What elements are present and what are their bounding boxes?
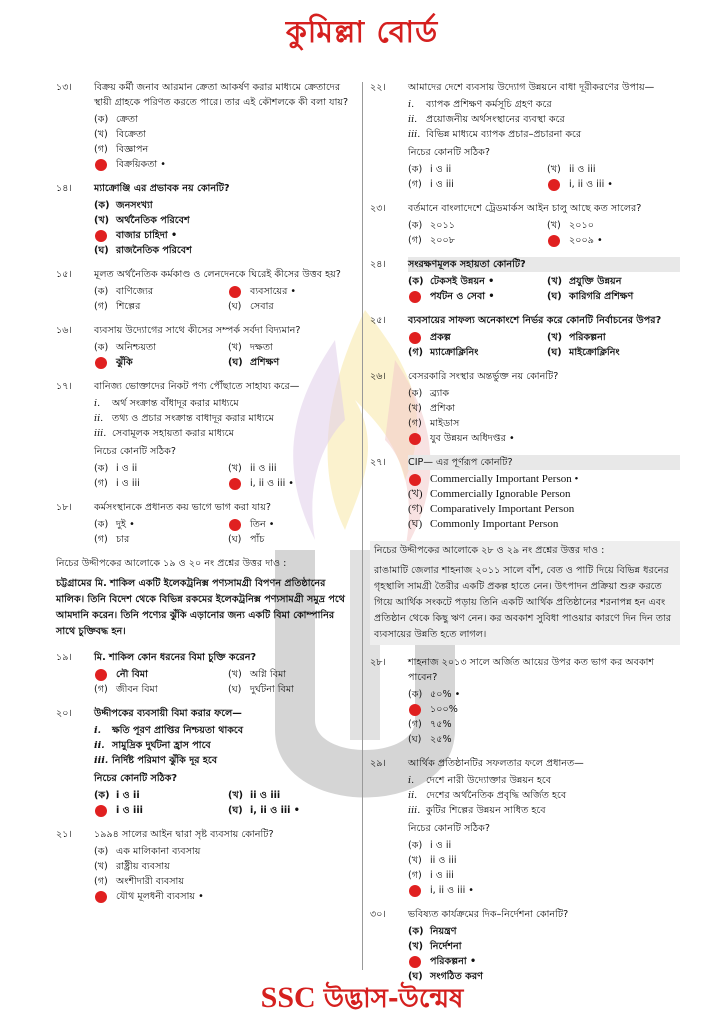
option-ga-marked[interactable]: পর্যটন ও সেবা • bbox=[408, 289, 541, 304]
statement-ii: ii. দেশের অর্থনৈতিক প্রবৃদ্ধি অর্জিত হবে bbox=[408, 790, 567, 801]
option-ka[interactable]: (ক) i ও ii bbox=[94, 790, 140, 801]
question-number: ১৭। bbox=[56, 381, 72, 392]
statements bbox=[94, 723, 356, 768]
question-text: উদ্দীপকের ব্যবসায়ী বিমা করার ফলে— bbox=[94, 708, 242, 719]
question-number: ১৬। bbox=[56, 325, 72, 336]
option-ga[interactable]: (গ) i ও iii bbox=[94, 478, 140, 489]
option-kha[interactable]: (খ) ii ও iii bbox=[408, 855, 457, 866]
option-ka-marked[interactable]: নৌ বিমা bbox=[94, 667, 222, 682]
question-number: ২৮। bbox=[370, 657, 386, 668]
sub-question: নিচের কোনটি সঠিক? bbox=[408, 823, 490, 834]
stimulus-passage bbox=[56, 556, 356, 640]
options bbox=[408, 274, 680, 304]
question-text: ম্যাক্রোঞ্জি এর প্রভাবক নয় কোনটি? bbox=[94, 183, 230, 194]
footer-brand-name: উদ্ভাস-উন্মেষ bbox=[323, 984, 464, 1014]
question-number: ২৯। bbox=[370, 758, 386, 769]
question-27 bbox=[370, 455, 680, 532]
statements bbox=[94, 396, 356, 441]
question-number: ১৯। bbox=[56, 652, 72, 663]
statement-iii: iii. সেবামূলক সহায়তা করার মাধ্যমে bbox=[94, 428, 234, 439]
question-14 bbox=[56, 181, 356, 258]
option-ka[interactable]: (ক) নিয়ন্ত্রণ bbox=[408, 926, 457, 937]
option-ga[interactable]: (গ) বিজ্ঞাপন bbox=[94, 144, 149, 155]
option-ga-marked[interactable]: বাজার চাহিদা • bbox=[94, 228, 356, 243]
option-kha[interactable]: (খ) বিক্রেতা bbox=[94, 129, 146, 140]
option-kha-marked[interactable]: ১০০% bbox=[408, 702, 680, 717]
question-number: ২১। bbox=[56, 829, 72, 840]
option-ka[interactable]: (ক) ব্র্যাক bbox=[408, 388, 450, 399]
option-kha[interactable]: (খ) Commercially Ignorable Person bbox=[408, 488, 571, 500]
options bbox=[94, 844, 356, 904]
statement-i: i. ব্যাপক প্রশিক্ষণ কর্মসূচি গ্রহণ করে bbox=[408, 99, 552, 110]
option-ga[interactable]: (গ) জীবন বিমা bbox=[94, 684, 158, 695]
options bbox=[408, 838, 680, 898]
option-kha[interactable]: (খ) অগ্নি বিমা bbox=[228, 669, 287, 680]
option-ka[interactable]: (ক) দুই • bbox=[94, 519, 135, 530]
question-number: ৩০। bbox=[370, 909, 386, 920]
option-gha[interactable]: (ঘ) Commonly Important Person bbox=[408, 518, 559, 530]
question-number: ২৫। bbox=[370, 315, 386, 326]
option-gha[interactable]: (ঘ) মাইক্রোক্লিনিং bbox=[547, 347, 620, 358]
option-kha[interactable]: (খ) ii ও iii bbox=[228, 463, 277, 474]
question-number: ১৮। bbox=[56, 502, 72, 513]
footer-brand bbox=[0, 978, 724, 1022]
option-gha[interactable]: (ঘ) কারিগরি প্রশিক্ষণ bbox=[547, 291, 634, 302]
statement-i: i. অর্থ সংক্রান্ত বাঁধাদূর করার মাধ্যমে bbox=[94, 398, 239, 409]
options bbox=[94, 284, 356, 314]
options bbox=[408, 330, 680, 360]
options bbox=[94, 788, 356, 818]
option-gha-marked[interactable]: ২০০৯ • bbox=[547, 233, 680, 248]
statements bbox=[408, 97, 680, 142]
option-gha[interactable]: (ঘ) প্রশিক্ষণ bbox=[228, 357, 280, 368]
option-gha[interactable]: (ঘ) ২৫% bbox=[408, 734, 452, 745]
option-ka[interactable]: (ক) ৫০% • bbox=[408, 689, 461, 700]
option-ga[interactable]: (গ) অংশীদারী ব্যবসায় bbox=[94, 876, 184, 887]
question-17 bbox=[56, 379, 356, 491]
option-ka[interactable]: (ক) ক্রেতা bbox=[94, 114, 138, 125]
question-text: ব্যবসায় উদ্যোগের সাথে কীসের সম্পর্ক সর্বদা বিদ্যমান? bbox=[94, 325, 301, 336]
options bbox=[408, 472, 680, 532]
question-21 bbox=[56, 827, 356, 904]
question-29 bbox=[370, 756, 680, 898]
question-text: বর্তমানে বাংলাদেশে ট্রেডমার্কস আইন চালু আছে কত সালের? bbox=[408, 203, 642, 214]
statement-i: i. দেশে নারী উদ্যোক্তার উন্নয়ন হবে bbox=[408, 775, 552, 786]
option-kha[interactable]: (খ) প্রশিকা bbox=[408, 403, 456, 414]
option-ka[interactable]: (ক) জনসংখ্যা bbox=[94, 200, 153, 211]
option-kha[interactable]: (খ) অর্থনৈতিক পরিবেশ bbox=[94, 215, 190, 226]
option-ga[interactable]: (গ) i ও iii bbox=[408, 179, 454, 190]
question-text: সংরক্ষণমূলক সহায়তা কোনটি? bbox=[408, 257, 680, 272]
option-ka[interactable]: (ক) টেকসই উন্নয়ন • bbox=[408, 276, 495, 287]
sub-question: নিচের কোনটি সঠিক? bbox=[94, 773, 178, 784]
question-16 bbox=[56, 323, 356, 370]
option-gha[interactable]: (ঘ) রাজনৈতিক পরিবেশ bbox=[94, 245, 192, 256]
option-ga[interactable]: (গ) ম্যাক্রোক্লিনিং bbox=[408, 347, 479, 358]
question-number: ১৪। bbox=[56, 183, 72, 194]
statement-iii: iii. নির্দিষ্ট পরিমাণ ঝুঁকি দূর হবে bbox=[94, 755, 218, 766]
question-13 bbox=[56, 80, 356, 172]
options bbox=[408, 924, 680, 984]
question-text: আর্থিক প্রতিষ্ঠানটির সফলতার ফলে প্রধানত— bbox=[408, 758, 584, 769]
question-text: আমাদের দেশে ব্যবসায় উদ্যোগ উন্নয়নে বাধা দূরীকরণের উপায়— bbox=[408, 82, 655, 93]
question-text: শাহনাজ ২০১৩ সালে অর্জিত আয়ের উপর কত ভাগ কর অবকাশ পাবেন? bbox=[408, 657, 655, 683]
passage-intro: নিচের উদ্দীপকের আলোকে ২৮ ও ২৯ নং প্রশ্নের উত্তর দাও : bbox=[374, 545, 605, 556]
question-23 bbox=[370, 201, 680, 248]
option-ka[interactable]: (ক) এক মালিকানা ব্যবসায় bbox=[94, 846, 201, 857]
question-number: ২২। bbox=[370, 82, 386, 93]
stimulus-passage bbox=[370, 541, 680, 645]
question-text: মি. শাকিল কোন ধরনের বিমা চুক্তি করেন? bbox=[94, 652, 257, 663]
option-ga-marked[interactable]: পরিকল্পনা • bbox=[408, 954, 680, 969]
options bbox=[94, 340, 356, 370]
footer-ssc: SSC bbox=[260, 981, 316, 1014]
question-text: ভবিষ্যত কার্যক্রমের দিক–নির্দেশনা কোনটি? bbox=[408, 909, 569, 920]
board-title: কুমিল্লা বোর্ড bbox=[285, 15, 439, 50]
sub-question: নিচের কোনটি সঠিক? bbox=[94, 446, 176, 457]
option-gha-marked[interactable]: বিক্রয়িকতা • bbox=[94, 157, 356, 172]
options bbox=[408, 162, 680, 192]
question-text: বেসরকারি সংস্থার অন্তর্ভুক্ত নয় কোনটি? bbox=[408, 371, 559, 382]
left-column bbox=[56, 80, 356, 913]
question-26 bbox=[370, 369, 680, 446]
options bbox=[94, 517, 356, 547]
option-ga[interactable]: (গ) মাইডাস bbox=[408, 418, 460, 429]
option-ga[interactable]: (গ) ২০০৮ bbox=[408, 235, 455, 246]
question-text: বিক্রয় কর্মী জনাব আরমান ক্রেতা আকর্ষণ করার মাধ্যমে ক্রেতাদের স্থায়ী গ্রাহকে পরিণত করতে পারে। তার এই কৌশলকে কী বলা যায়? bbox=[94, 82, 349, 108]
question-15 bbox=[56, 267, 356, 314]
question-25 bbox=[370, 313, 680, 360]
option-ka-marked[interactable]: Commercially Important Person • bbox=[408, 472, 680, 487]
statement-ii: ii. প্রয়োজনীয় অর্থসংস্থানের ব্যবস্থা করে bbox=[408, 114, 565, 125]
question-number: ২৩। bbox=[370, 203, 386, 214]
passage-text: চট্টগ্রামের মি. শাকিল একটি ইলেকট্রনিক্স পণ্যসামগ্রী বিপণন প্রতিষ্ঠানের মালিক। তিনি বিদেশ থেকে বিভিন্ন রকমের ইলেকট্রনিক্স পণ্যসামগ্রী সমুদ্র পথে আমদানি করেন। তিনি পণ্যের ঝুঁকি এড়ানোর জন্য একটি বিমা কোম্পানির সাথে চুক্তিবদ্ধ হন। bbox=[56, 578, 345, 637]
question-number: ১৫। bbox=[56, 269, 72, 280]
statement-iii: iii. কুটির শিল্পের উন্নয়ন সাধিত হবে bbox=[408, 805, 546, 816]
option-kha-marked[interactable]: তিন • bbox=[228, 517, 356, 532]
sub-question: নিচের কোনটি সঠিক? bbox=[408, 147, 490, 158]
question-19 bbox=[56, 650, 356, 697]
option-gha-marked[interactable]: যৌথ মূলধনী ব্যবসায় • bbox=[94, 889, 356, 904]
option-gha[interactable]: (ঘ) i, ii ও iii • bbox=[228, 805, 300, 816]
option-kha-marked[interactable]: ব্যবসায়ের • bbox=[228, 284, 356, 299]
right-column bbox=[370, 80, 680, 993]
question-number: ১৩। bbox=[56, 82, 72, 93]
option-gha-marked[interactable]: i, ii ও iii • bbox=[547, 177, 680, 192]
option-kha[interactable]: (খ) ii ও iii bbox=[547, 164, 596, 175]
question-number: ২০। bbox=[56, 708, 72, 719]
option-gha[interactable]: (ঘ) দুর্ঘটনা বিমা bbox=[228, 684, 294, 695]
option-kha[interactable]: (খ) ii ও iii bbox=[228, 790, 281, 801]
question-30 bbox=[370, 907, 680, 984]
option-ga[interactable]: (গ) Comparatively Important Person bbox=[408, 503, 575, 515]
statement-i: i. ক্ষতি পূরণ প্রাপ্তির নিশ্চয়তা থাকবে bbox=[94, 725, 244, 736]
options bbox=[408, 218, 680, 248]
question-20 bbox=[56, 706, 356, 818]
option-gha-marked[interactable]: i, ii ও iii • bbox=[408, 883, 680, 898]
option-kha[interactable]: (খ) প্রযুক্তি উন্নয়ন bbox=[547, 276, 622, 287]
option-ga-marked[interactable]: i ও iii bbox=[94, 803, 222, 818]
question-number: ২৭। bbox=[370, 457, 386, 468]
option-ka-marked[interactable]: প্রকল্প bbox=[408, 330, 541, 345]
option-ga-marked[interactable]: ঝুঁকি bbox=[94, 355, 222, 370]
option-ka[interactable]: (ক) বাণিজ্যের bbox=[94, 286, 154, 297]
question-text: ১৯৯৪ সালের আইন দ্বারা সৃষ্ট ব্যবসায় কোনটি? bbox=[94, 829, 274, 840]
option-gha[interactable]: (ঘ) পাঁচ bbox=[228, 534, 265, 545]
option-gha-marked[interactable]: যুব উন্নয়ন অধিদপ্তর • bbox=[408, 431, 680, 446]
question-number: ২৬। bbox=[370, 371, 386, 382]
question-text: ব্যবসায়ের সাফল্য অনেকাংশে নির্ভর করে কোনটি নির্বাচনের উপর? bbox=[408, 315, 662, 326]
options bbox=[94, 112, 356, 172]
option-gha[interactable]: (ঘ) সেবার bbox=[228, 301, 274, 312]
option-kha[interactable]: (খ) নির্দেশনা bbox=[408, 941, 462, 952]
question-number: ২৪। bbox=[370, 259, 386, 270]
option-ga[interactable]: (গ) চার bbox=[94, 534, 130, 545]
option-kha[interactable]: (খ) দক্ষতা bbox=[228, 342, 273, 353]
options bbox=[408, 687, 680, 747]
option-gha[interactable]: (ঘ) সংগঠিত করণ bbox=[408, 971, 483, 982]
statements bbox=[408, 773, 680, 818]
statement-ii: ii. তথ্য ও প্রচার সংক্রান্ত বাধাদূর করার মাধ্যমে bbox=[94, 413, 274, 424]
passage-text: রাঙামাটি জেলার শাহনাজ ২০১১ সালে বাঁশ, বেত ও পাটি দিয়ে বিভিন্ন ধরনের গৃহস্থালি সামগ্রী তৈরীর একটি প্রকল্প হাতে নেন। উৎপাদন প্রক্রিয়া শুরু করতে গিয়ে আর্থিক সংকটে পড়ায় তিনি একটি আর্থিক প্রতিষ্ঠানের শরনাপন্ন হন এবং প্রতিষ্ঠান থেকে কিছু ঋণ নেন। কর অবকাশ সুবিধা পাওয়ার কারণে দিন দিন তার ব্যবসায়ের উন্নতি হতে লাগল। bbox=[374, 565, 672, 640]
question-text: বানিজ্য ভোক্তাদের নিকট পণ্য পৌঁছাতে সাহায্য করে— bbox=[94, 381, 300, 392]
option-ga[interactable]: (গ) i ও iii bbox=[408, 870, 454, 881]
option-ka[interactable]: (ক) i ও ii bbox=[408, 164, 452, 175]
option-gha-marked[interactable]: i, ii ও iii • bbox=[228, 476, 356, 491]
option-kha[interactable]: (খ) ২০১০ bbox=[547, 220, 594, 231]
options bbox=[94, 461, 356, 491]
question-22 bbox=[370, 80, 680, 192]
question-text: মূলত অর্থনৈতিক কর্মকাণ্ড ও লেনদেনকে ঘিরেই কীসের উত্তব হয়? bbox=[94, 269, 341, 280]
question-18 bbox=[56, 500, 356, 547]
options bbox=[408, 386, 680, 446]
options bbox=[94, 198, 356, 258]
question-text: কর্মসংস্থানকে প্রধানত কয় ভাগে ভাগ করা যায়? bbox=[94, 502, 271, 513]
passage-intro: নিচের উদ্দীপকের আলোকে ১৯ ও ২০ নং প্রশ্নের উত্তর দাও : bbox=[56, 558, 287, 569]
statement-ii: ii. সামুদ্রিক দুর্ঘটনা হ্রাস পাবে bbox=[94, 740, 211, 751]
option-kha[interactable]: (খ) পরিকল্পনা bbox=[547, 332, 606, 343]
options bbox=[94, 667, 356, 697]
option-ka[interactable]: (ক) অনিশ্চয়তা bbox=[94, 342, 157, 353]
option-ka[interactable]: (ক) i ও ii bbox=[94, 463, 138, 474]
option-ga[interactable]: (গ) ৭৫% bbox=[408, 719, 452, 730]
option-ka[interactable]: (ক) ২০১১ bbox=[408, 220, 455, 231]
option-kha[interactable]: (খ) রাষ্ট্রীয় ব্যবসায় bbox=[94, 861, 170, 872]
question-24 bbox=[370, 257, 680, 304]
option-ka[interactable]: (ক) i ও ii bbox=[408, 840, 452, 851]
statement-iii: iii. বিভিন্ন মাধ্যমে ব্যাপক প্রচার–প্রচারনা করে bbox=[408, 129, 582, 140]
question-28 bbox=[370, 655, 680, 747]
option-ga[interactable]: (গ) শিল্পের bbox=[94, 301, 141, 312]
column-divider bbox=[362, 82, 363, 970]
question-text: CIP— এর পূর্ণরূপ কোনটি? bbox=[408, 455, 680, 470]
